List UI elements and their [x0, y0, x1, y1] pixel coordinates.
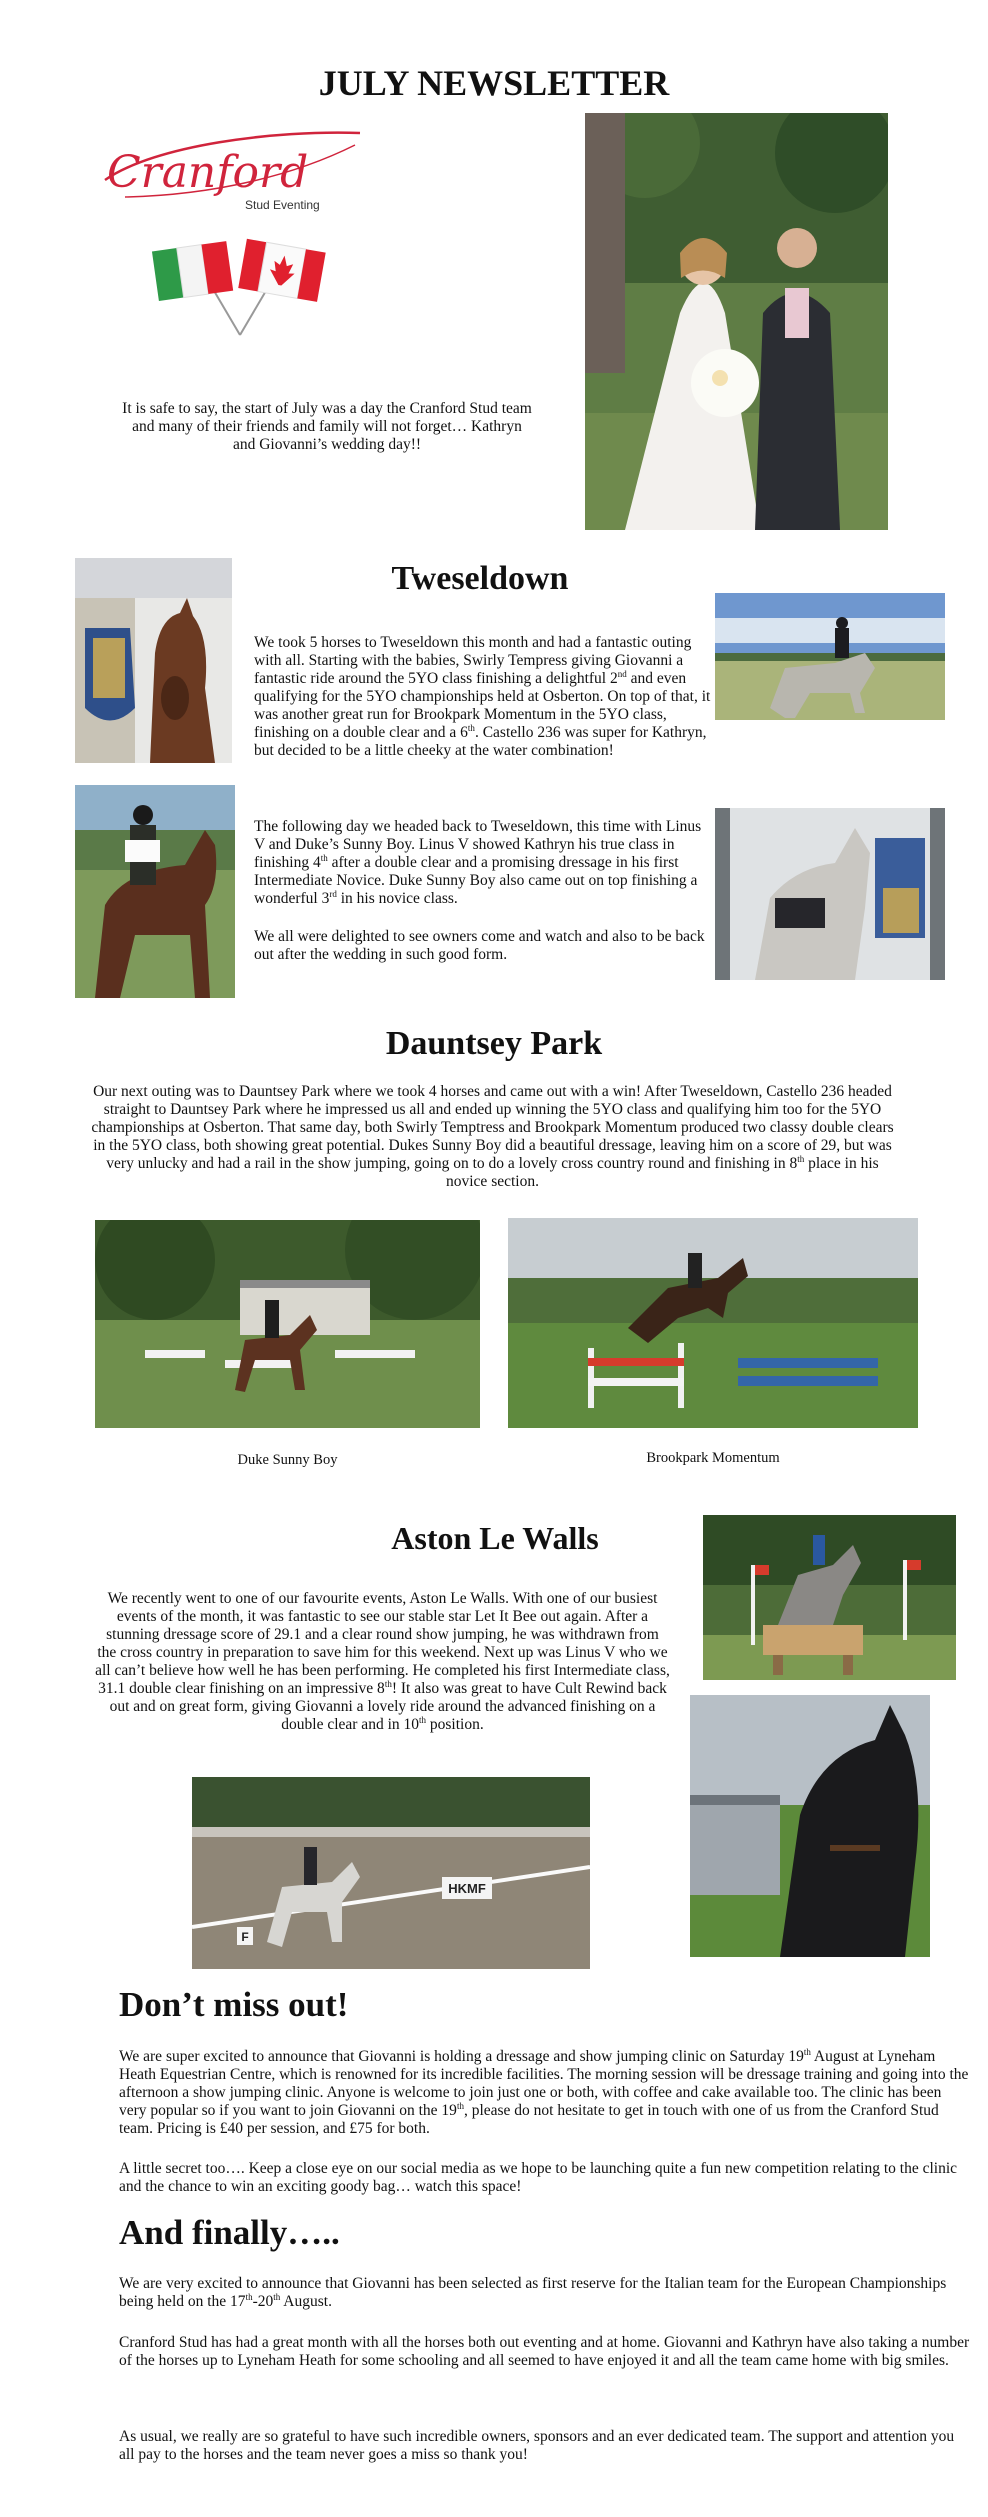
tweseldown-paragraph-1: We took 5 horses to Tweseldown this month and had a fantastic outing with all. Starting with the babies, Swirly Tempress giving Giovanni a fantastic ride around the 5YO class finishing a delightful 2nd and even qualifying for the 5YO championships held at Osberton. On top of that, it was another great run for Brookpark Momentum in the 5YO class, finishing on a double clear and a 6th. Castello 236 was super for Kathryn, but decided to be a little cheeky at the water combination! [254, 634, 711, 759]
svg-text:HKMF: HKMF [448, 1881, 486, 1896]
caption-duke-sunny-boy: Duke Sunny Boy [237, 1452, 338, 1468]
cranford-logo [95, 125, 375, 215]
dauntsey-title: Dauntsey Park [385, 1025, 603, 1062]
dont-miss-paragraph-2: A little secret too…. Keep a close eye on our social media as we hope to be launching quite a fun new competition relating to the clinic and the chance to win an exciting goody bag… watch this space! [119, 2160, 958, 2195]
wedding-photo [585, 113, 888, 530]
finally-paragraph-3: As usual, we really are so grateful to have such incredible owners, sponsors and an ever dedicated team. The support and attention you all pay to the horses and the team never goes a miss so thank you! [119, 2428, 955, 2463]
duke-sunny-boy-photo [95, 1220, 480, 1428]
rider-portrait-photo [75, 785, 235, 998]
dont-miss-paragraph-1: We are super excited to announce that Giovanni is holding a dressage and show jumping clinic on Saturday 19th August at Lyneham Heath Equestrian Centre, which is renowned for its incredible facilities. The morning session will be dressage training and going into the afternoon a show jumping clinic. Anyone is welcome to join just one or both, with coffee and cake available too. The clinic has been very popular so if you want to join Giovanni on the 19th, please do not hesitate to get in touch with one of us from the Cranford Stud team. Pricing is £40 per session, and £75 for both. [119, 2046, 969, 2137]
cross-country-photo [703, 1515, 956, 1680]
tweseldown-paragraph-3: We all were delighted to see owners come and watch and also to be back out after the wedding in such good form. [254, 928, 705, 963]
horse-stable-photo [75, 558, 232, 763]
caption-brookpark-momentum: Brookpark Momentum [646, 1450, 780, 1466]
svg-text:F: F [241, 1930, 249, 1944]
svg-text:Stud Eventing: Stud Eventing [245, 198, 320, 212]
dressage-grey-horse-photo [192, 1777, 590, 1969]
intro-paragraph: It is safe to say, the start of July was a day the Cranford Stud team and many of their friends and family will not forget… Kathryn and Giovanni’s wedding day!! [122, 400, 532, 453]
brookpark-momentum-photo [508, 1218, 918, 1428]
finally-paragraph-2: Cranford Stud has had a great month with all the horses both out eventing and at home. Giovanni and Kathryn have also taking a number of the horses up to Lyneham Heath for some schooling and all seemed to have enjoyed it and all the team came home with big smiles. [119, 2334, 970, 2369]
horse-trailer-photo [715, 808, 945, 980]
finally-paragraph-1: We are very excited to announce that Giovanni has been selected as first reserve for the Italian team for the European Championships being held on the 17th-20th August. [119, 2275, 947, 2310]
svg-text:Cranford: Cranford [107, 147, 309, 198]
dressage-arena-photo [715, 593, 945, 720]
flags-illustration [150, 230, 330, 340]
tweseldown-title: Tweseldown [391, 560, 569, 597]
black-horse-portrait-photo [690, 1695, 930, 1957]
finally-title: And finally….. [119, 2213, 340, 2252]
newsletter-title: JULY NEWSLETTER [318, 63, 670, 103]
tweseldown-paragraph-2: The following day we headed back to Tweseldown, this time with Linus V and Duke’s Sunny Boy. Linus V showed Kathryn his true class in finishing 4th after a double clear and a promising dressage in his first Intermediate Novice. Duke Sunny Boy also came out on top finishing a wonderful 3rd in his novice class. [254, 818, 702, 907]
aston-paragraph: We recently went to one of our favourite events, Aston Le Walls. With one of our busiest events of the month, it was fantastic to see our stable star Let It Bee out again. After a stunning dressage score of 29.1 and a clear round show jumping, he was withdrawn from the cross country in preparation to save him for this weekend. Next up was Linus V who we all can’t believe how well he has been performing. He completed his first Intermediate class, 31.1 double clear finishing on an impressive 8th! It also was great to have Cult Rewind back out and on great form, giving Giovanni a lovely ride around the advanced finishing on a double clear and in 10th position. [95, 1590, 670, 1733]
dauntsey-paragraph: Our next outing was to Dauntsey Park where we took 4 horses and came out with a win! After Tweseldown, Castello 236 headed straight to Dauntsey Park where he impressed us all and ended up winning the 5YO class and qualifying him too for the 5YO championships at Osberton. That same day, both Swirly Temptress and Brookpark Momentum produced two classy double clears in the 5YO class, both showing great potential. Dukes Sunny Boy did a beautiful dressage, leaving him on a score of 29, but was very unlucky and had a rail in the show jumping, going on to do a lovely cross country round and finishing in 8th place in his novice section. [91, 1083, 894, 1190]
dont-miss-title: Don’t miss out! [119, 1985, 349, 2024]
aston-title: Aston Le Walls [391, 1520, 599, 1556]
